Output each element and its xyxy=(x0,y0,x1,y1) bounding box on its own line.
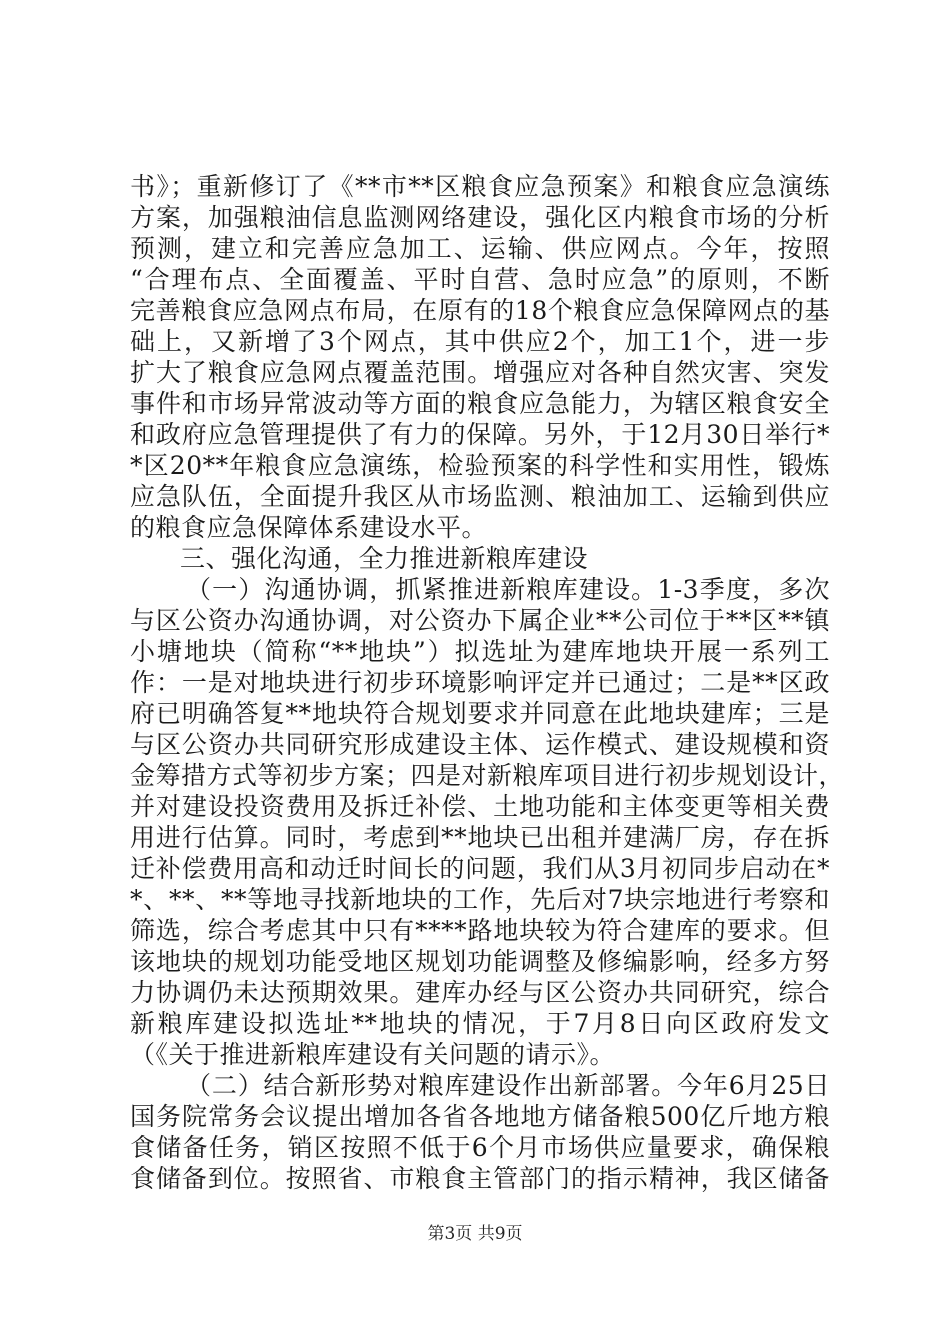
text-line: 迁补偿费用高和动迁时间长的问题，我们从3月初同步启动在* xyxy=(130,854,830,883)
text-line: *、**、**等地寻找新地块的工作，先后对7块宗地进行考察和 xyxy=(130,885,830,914)
text-line: 食储备任务，销区按照不低于6个月市场供应量要求，确保粮 xyxy=(130,1133,830,1162)
text-line: “合理布点、全面覆盖、平时自营、急时应急”的原则，不断 xyxy=(130,265,830,294)
text-line: 方案，加强粮油信息监测网络建设，强化区内粮食市场的分析 xyxy=(130,203,830,232)
text-line: （《关于推进新粮库建设有关问题的请示》。 xyxy=(130,1040,616,1069)
document-body xyxy=(130,171,845,1194)
page-number: 第3页 共9页 xyxy=(427,1224,523,1244)
text-line: 金筹措方式等初步方案；四是对新粮库项目进行初步规划设计， xyxy=(130,761,845,790)
text-line: 应急队伍，全面提升我区从市场监测、粮油加工、运输到供应 xyxy=(130,482,830,511)
page-footer xyxy=(0,1223,950,1245)
text-line: 府已明确答复**地块符合规划要求并同意在此地块建库；三是 xyxy=(130,699,830,728)
text-line: 完善粮食应急网点布局，在原有的18个粮食应急保障网点的基 xyxy=(130,296,830,325)
text-line: 础上，又新增了3个网点，其中供应2个，加工1个，进一步 xyxy=(130,327,830,356)
text-line: 的粮食应急保障体系建设水平。 xyxy=(130,513,488,542)
text-line: 预测，建立和完善应急加工、运输、供应网点。今年，按照 xyxy=(130,234,830,263)
text-line: 并对建设投资费用及拆迁补偿、土地功能和主体变更等相关费 xyxy=(130,792,830,821)
text-line: 新粮库建设拟选址**地块的情况，于7月8日向区政府发文 xyxy=(130,1009,830,1038)
text-line: 与区公资办沟通协调，对公资办下属企业**公司位于**区**镇 xyxy=(130,606,830,635)
text-line: 力协调仍未达预期效果。建库办经与区公资办共同研究，综合 xyxy=(130,978,830,1007)
text-line: （一）沟通协调，抓紧推进新粮库建设。1-3季度，多次 xyxy=(186,575,830,604)
text-line: 和政府应急管理提供了有力的保障。另外，于12月30日举行* xyxy=(130,420,830,449)
text-line: 用进行估算。同时，考虑到**地块已出租并建满厂房，存在拆 xyxy=(130,823,830,852)
text-line: *区20**年粮食应急演练，检验预案的科学性和实用性，锻炼 xyxy=(130,451,830,480)
text-line: 食储备到位。按照省、市粮食主管部门的指示精神，我区储备 xyxy=(130,1164,830,1193)
text-line: 作：一是对地块进行初步环境影响评定并已通过；二是**区政 xyxy=(130,668,830,697)
text-line: 该地块的规划功能受地区规划功能调整及修编影响，经多方努 xyxy=(130,947,830,976)
text-line: 筛选，综合考虑其中只有****路地块较为符合建库的要求。但 xyxy=(130,916,830,945)
text-line: 国务院常务会议提出增加各省各地地方储备粮500亿斤地方粮 xyxy=(130,1102,830,1131)
text-line: 事件和市场异常波动等方面的粮食应急能力，为辖区粮食安全 xyxy=(130,389,830,418)
text-line: 书》；重新修订了《**市**区粮食应急预案》和粮食应急演练 xyxy=(130,172,830,201)
section-heading: 三、强化沟通，全力推进新粮库建设 xyxy=(180,544,589,573)
text-line: （二）结合新形势对粮库建设作出新部署。今年6月25日 xyxy=(186,1071,830,1100)
text-line: 与区公资办共同研究形成建设主体、运作模式、建设规模和资 xyxy=(130,730,830,759)
text-line: 扩大了粮食应急网点覆盖范围。增强应对各种自然灾害、突发 xyxy=(130,358,830,387)
text-line: 小塘地块（简称“**地块”）拟选址为建库地块开展一系列工 xyxy=(130,637,830,666)
